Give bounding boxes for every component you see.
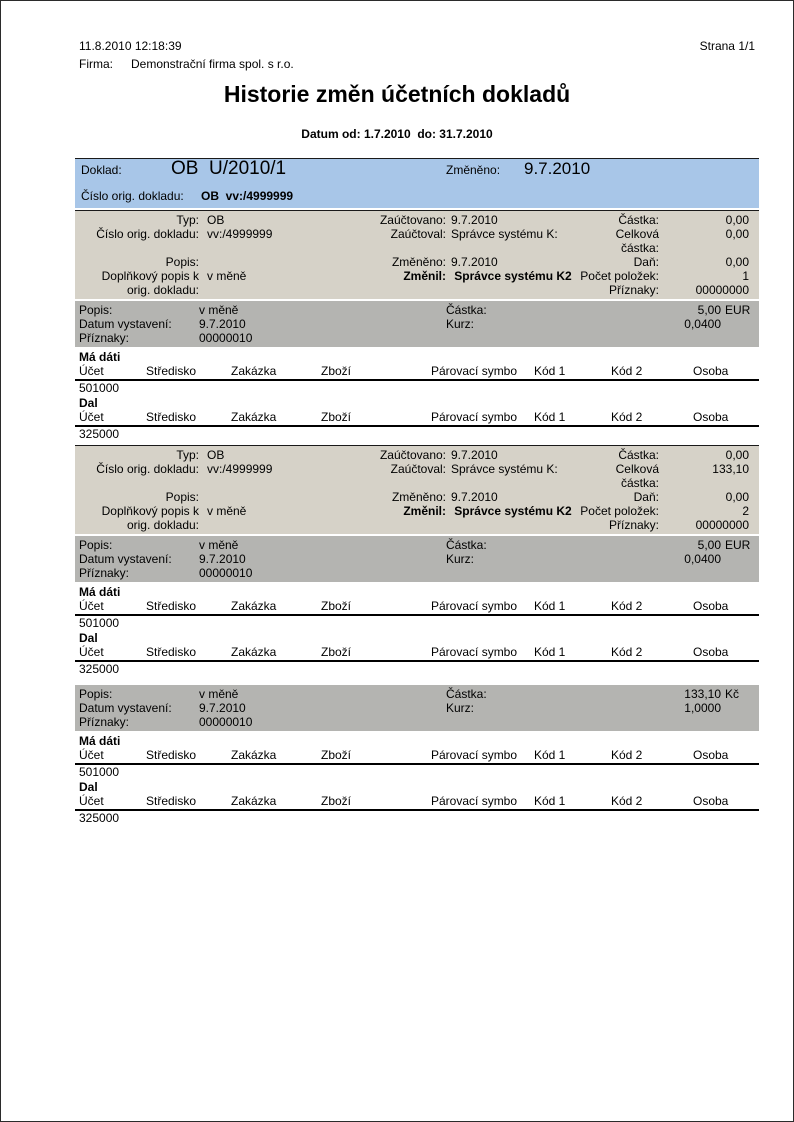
castka-label: Částka:	[446, 538, 487, 552]
item-row	[79, 552, 749, 566]
spacer	[379, 687, 446, 701]
col-parovaci-symbol: Párovací symbo	[431, 748, 518, 762]
zauctovano-value: 9.7.2010	[451, 448, 498, 462]
col-kod2: Kód 2	[611, 794, 643, 808]
doplnkovy-popis-label	[79, 269, 207, 297]
zmeneno-value: 9.7.2010	[451, 490, 498, 504]
change-row	[79, 269, 749, 297]
entries-header-row	[75, 410, 759, 427]
pocet-priznaky-values	[665, 269, 749, 297]
dan-label: Daň:	[633, 255, 659, 269]
typ-label: Typ:	[176, 213, 199, 227]
col-osoba: Osoba	[693, 364, 729, 378]
spacer	[379, 552, 446, 566]
popis-value: v měně	[199, 303, 239, 317]
popis-label: Popis:	[165, 255, 199, 269]
pocet-priznaky-labels	[575, 269, 665, 297]
zauctoval-value: Správce systému K:	[451, 462, 558, 476]
col-zbozi: Zboží	[321, 645, 352, 659]
col-parovaci-symbol: Párovací symbo	[431, 599, 518, 613]
kurz-value: 1,0000	[684, 701, 721, 715]
popis-value: v měně	[199, 687, 239, 701]
col-ucet: Účet	[79, 748, 104, 762]
zauctoval-label: Zaúčtoval:	[390, 227, 446, 241]
pocet-priznaky-values	[665, 504, 749, 532]
popis-value	[207, 490, 370, 504]
col-kod1: Kód 1	[534, 599, 566, 613]
col-stredisko: Středisko	[146, 410, 197, 424]
zauctoval-label: Zaúčtoval:	[390, 462, 446, 476]
col-zbozi: Zboží	[321, 410, 352, 424]
company-line	[79, 57, 294, 71]
col-osoba: Osoba	[693, 410, 729, 424]
popis-value: v měně	[199, 538, 239, 552]
spacer	[379, 538, 446, 552]
document-header-row-2	[81, 189, 753, 205]
currency-label-empty	[721, 552, 749, 566]
entries-table-2	[75, 584, 759, 678]
col-ucet: Účet	[79, 599, 104, 613]
orig-number-value: OB vv:/4999999	[201, 189, 294, 203]
col-kod2: Kód 2	[611, 410, 643, 424]
zauctovano-value: 9.7.2010	[451, 213, 498, 227]
spacer	[379, 317, 446, 331]
kurz-value: 0,0400	[684, 317, 721, 331]
changed-label: Změněno:	[446, 163, 501, 177]
castka-label: Částka:	[446, 687, 487, 701]
dan-value: 0,00	[725, 490, 749, 504]
castka-value: 5,00	[697, 538, 721, 552]
dan-label: Daň:	[633, 490, 659, 504]
item-row	[79, 317, 749, 331]
col-zakazka: Zakázka	[231, 748, 277, 762]
col-osoba: Osoba	[693, 794, 729, 808]
celkova-castka-value: 133,10	[712, 462, 749, 476]
report-body	[75, 158, 759, 827]
pocet-polozek-label: Počet položek:	[580, 504, 659, 518]
entries-header-row	[75, 645, 759, 662]
zauctovano-label: Zaúčtovano:	[379, 213, 446, 227]
item-row	[79, 538, 749, 552]
credit-account: 325000	[79, 811, 120, 825]
kurz-label: Kurz:	[446, 552, 475, 566]
col-stredisko: Středisko	[146, 364, 197, 378]
col-stredisko: Středisko	[146, 599, 197, 613]
col-kod1: Kód 1	[534, 794, 566, 808]
item-row	[79, 331, 749, 345]
col-osoba: Osoba	[693, 599, 729, 613]
change-block-2	[75, 445, 759, 534]
zmenil-label: Změnil:	[403, 504, 446, 518]
castka-value: 5,00	[697, 303, 721, 317]
zmenil-value: Správce systému K2	[454, 504, 572, 518]
report-title: Historie změn účetních dokladů	[223, 81, 571, 107]
printed-at-timestamp: 11.8.2010 12:18:39	[79, 39, 182, 53]
credit-account: 325000	[79, 662, 120, 676]
currency-label: Kč	[725, 687, 740, 701]
castka-label: Částka:	[446, 303, 487, 317]
col-kod1: Kód 1	[534, 645, 566, 659]
typ-value: OB	[207, 213, 225, 227]
zmeneno-value: 9.7.2010	[451, 255, 498, 269]
popis-value	[207, 255, 370, 269]
item-block-2	[75, 536, 759, 582]
zmenil-label: Změnil:	[403, 269, 446, 283]
col-ucet: Účet	[79, 364, 104, 378]
change-row	[79, 448, 749, 462]
kurz-value: 0,0400	[684, 552, 721, 566]
orig-label: Číslo orig. dokladu:	[96, 227, 199, 241]
typ-label: Typ:	[176, 448, 199, 462]
col-zakazka: Zakázka	[231, 645, 277, 659]
change-row	[79, 213, 749, 227]
col-ucet: Účet	[79, 645, 104, 659]
popis-label: Popis:	[165, 490, 199, 504]
entries-header-row	[75, 748, 759, 765]
datum-vystaveni-value: 9.7.2010	[199, 317, 246, 331]
kurz-label: Kurz:	[446, 317, 475, 331]
popis-label: Popis:	[79, 538, 113, 552]
col-kod2: Kód 2	[611, 364, 643, 378]
orig-value: vv:/4999999	[207, 462, 273, 476]
castka-value: 0,00	[725, 448, 749, 462]
credit-side-label: Dal	[79, 631, 98, 645]
doklad-label: Doklad:	[81, 163, 122, 177]
popis-label: Popis:	[79, 303, 113, 317]
datum-vystaveni-label: Datum vystavení:	[79, 552, 172, 566]
spacer	[379, 701, 446, 715]
col-zakazka: Zakázka	[231, 599, 277, 613]
celkova-castka-value: 0,00	[725, 227, 749, 241]
currency-label-empty	[721, 317, 749, 331]
zauctovano-label: Zaúčtovano:	[379, 448, 446, 462]
item-row	[79, 715, 749, 729]
company-name: Demonstrační firma spol. s r.o.	[131, 57, 294, 71]
zmenil-value: Správce systému K2	[454, 269, 572, 283]
document-header-row-1	[81, 158, 753, 189]
item-row	[79, 687, 749, 701]
document-header	[75, 158, 759, 208]
entries-header-row	[75, 364, 759, 381]
kurz-label: Kurz:	[446, 701, 475, 715]
celkova-castka-label: Celková částka:	[615, 227, 659, 255]
dan-value: 0,00	[725, 255, 749, 269]
doplnkovy-popis-value: v měně	[207, 504, 247, 518]
col-stredisko: Středisko	[146, 645, 197, 659]
col-kod1: Kód 1	[534, 364, 566, 378]
col-parovaci-symbol: Párovací symbo	[431, 794, 518, 808]
zauctoval-value: Správce systému K:	[451, 227, 558, 241]
doplnkovy-popis-label-line2: orig. dokladu:	[126, 518, 199, 532]
pocet-polozek-value: 2	[742, 504, 749, 518]
debit-account: 501000	[79, 765, 120, 779]
priznaky-label: Příznaky:	[79, 715, 130, 729]
debit-side-label: Má dáti	[79, 734, 121, 748]
item-block-3	[75, 685, 759, 731]
col-ucet: Účet	[79, 794, 104, 808]
popis-label: Popis:	[79, 687, 113, 701]
castka-label: Částka:	[618, 448, 659, 462]
item-block-1	[75, 301, 759, 347]
datum-vystaveni-value: 9.7.2010	[199, 701, 246, 715]
item-row	[79, 303, 749, 317]
page-number: Strana 1/1	[699, 39, 755, 53]
credit-account: 325000	[79, 427, 120, 441]
zmeneno-label: Změněno:	[391, 255, 446, 269]
change-row	[79, 462, 749, 490]
spacer	[379, 303, 446, 317]
change-row	[79, 504, 749, 532]
doplnkovy-popis-label-line2: orig. dokladu:	[126, 283, 199, 297]
entries-table-1	[75, 349, 759, 443]
col-zbozi: Zboží	[321, 748, 352, 762]
debit-account: 501000	[79, 381, 120, 395]
change-block-1	[75, 210, 759, 299]
orig-number-label: Číslo orig. dokladu:	[81, 189, 184, 203]
typ-value: OB	[207, 448, 225, 462]
currency-label: EUR	[725, 538, 751, 552]
credit-side-label: Dal	[79, 396, 98, 410]
col-zakazka: Zakázka	[231, 410, 277, 424]
col-ucet: Účet	[79, 410, 104, 424]
company-label: Firma:	[79, 57, 113, 71]
priznaky-value: 00000010	[199, 566, 253, 580]
orig-value: vv:/4999999	[207, 227, 273, 241]
celkova-castka-label: Celková částka:	[615, 462, 659, 490]
col-parovaci-symbol: Párovací symbo	[431, 645, 518, 659]
col-zakazka: Zakázka	[231, 364, 277, 378]
entries-header-row	[75, 599, 759, 616]
priznaky-value: 00000010	[199, 331, 253, 345]
castka-value: 0,00	[725, 213, 749, 227]
item-row	[79, 701, 749, 715]
pocet-polozek-value: 1	[742, 269, 749, 283]
col-parovaci-symbol: Párovací symbo	[431, 364, 518, 378]
change-row	[79, 490, 749, 504]
col-kod2: Kód 2	[611, 599, 643, 613]
orig-label: Číslo orig. dokladu:	[96, 462, 199, 476]
date-range: Datum od: 1.7.2010 do: 31.7.2010	[301, 127, 493, 141]
debit-side-label: Má dáti	[79, 585, 121, 599]
priznaky-value: 00000010	[199, 715, 253, 729]
entries-table-3	[75, 733, 759, 827]
item-row	[79, 566, 749, 580]
currency-label: EUR	[725, 303, 751, 317]
doplnkovy-popis-label	[79, 504, 207, 532]
col-stredisko: Středisko	[146, 794, 197, 808]
priznaky-label: Příznaky:	[79, 331, 130, 345]
col-zbozi: Zboží	[321, 364, 352, 378]
currency-label-empty	[721, 701, 749, 715]
debit-side-label: Má dáti	[79, 350, 121, 364]
col-parovaci-symbol: Párovací symbo	[431, 410, 518, 424]
priznaky-label: Příznaky:	[608, 518, 659, 532]
pocet-priznaky-labels	[575, 504, 665, 532]
pocet-polozek-label: Počet položek:	[580, 269, 659, 283]
col-kod2: Kód 2	[611, 645, 643, 659]
priznaky-value: 00000000	[695, 283, 749, 297]
col-stredisko: Středisko	[146, 748, 197, 762]
priznaky-label: Příznaky:	[608, 283, 659, 297]
changed-date: 9.7.2010	[524, 159, 591, 178]
castka-label: Částka:	[618, 213, 659, 227]
priznaky-value: 00000000	[695, 518, 749, 532]
col-zakazka: Zakázka	[231, 794, 277, 808]
datum-vystaveni-value: 9.7.2010	[199, 552, 246, 566]
col-kod2: Kód 2	[611, 748, 643, 762]
datum-vystaveni-label: Datum vystavení:	[79, 701, 172, 715]
change-row	[79, 255, 749, 269]
col-kod1: Kód 1	[534, 410, 566, 424]
priznaky-label: Příznaky:	[79, 566, 130, 580]
doklad-number: OB U/2010/1	[171, 158, 287, 179]
col-osoba: Osoba	[693, 748, 729, 762]
zmeneno-label: Změněno:	[391, 490, 446, 504]
col-zbozi: Zboží	[321, 599, 352, 613]
change-row	[79, 227, 749, 255]
doplnkovy-popis-label-line1: Doplňkový popis k	[101, 504, 199, 518]
credit-side-label: Dal	[79, 780, 98, 794]
col-kod1: Kód 1	[534, 748, 566, 762]
col-zbozi: Zboží	[321, 794, 352, 808]
doplnkovy-popis-value: v měně	[207, 269, 247, 283]
doplnkovy-popis-label-line1: Doplňkový popis k	[101, 269, 199, 283]
castka-value: 133,10	[684, 687, 721, 701]
debit-account: 501000	[79, 616, 120, 630]
col-osoba: Osoba	[693, 645, 729, 659]
datum-vystaveni-label: Datum vystavení:	[79, 317, 172, 331]
entries-header-row	[75, 794, 759, 811]
